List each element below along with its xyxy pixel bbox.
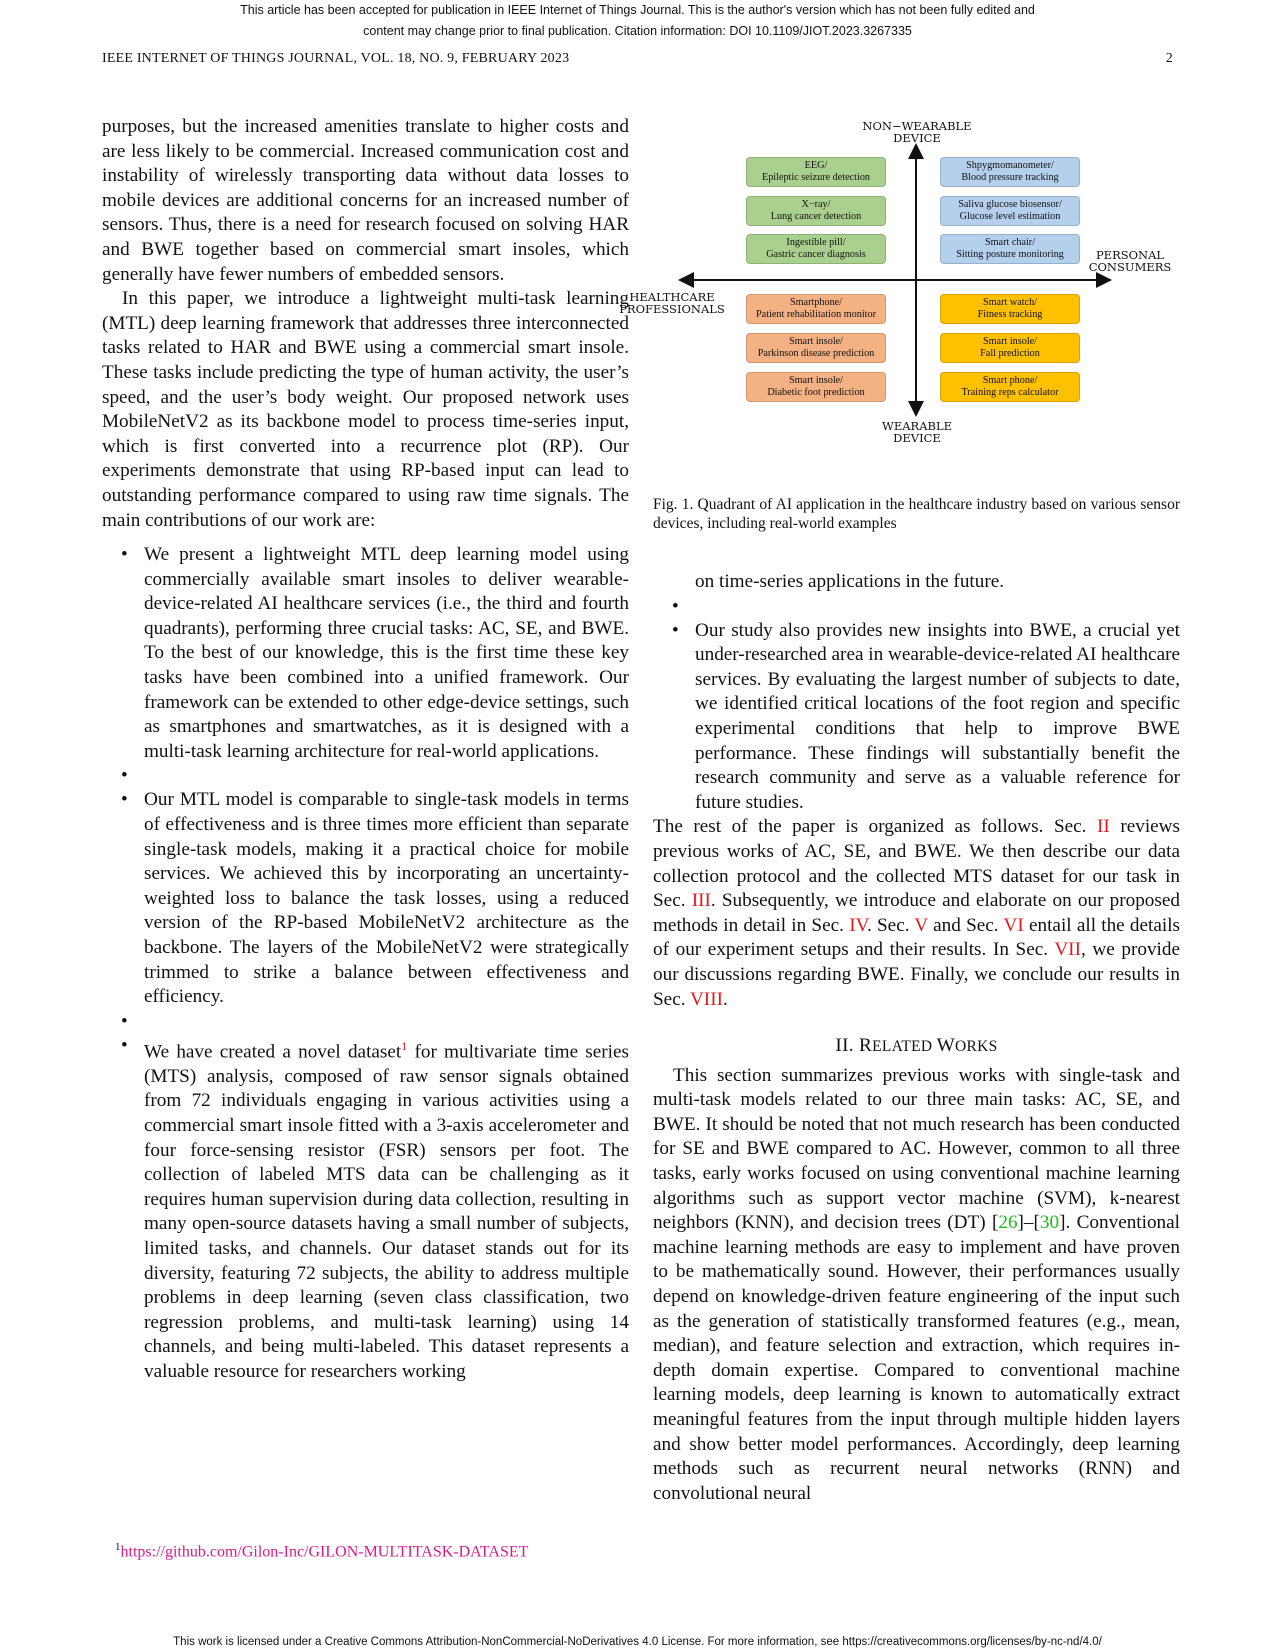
banner-line-2: content may change prior to final publication. Citation information: DOI 10.1109/JIOT.2023.3267335 [363,24,912,38]
paragraph-intro-end: purposes, but the increased amenities translate to higher costs and are less likely to be commercial. Increased communication cost and instability of wirelessly transporting data without data losses to mobile devices are additional concerns for an increased number of sensors. Thus, there is a need for research focused on solving HAR and BWE together based on commercial smart insoles, which generally have fewer numbers of embedded sensors. [102,116,629,285]
dataset-text: We have created a novel dataset [144,1041,402,1063]
axis-label-top: NON−WEARABLE DEVICE [862,119,972,145]
quadrant-box: Smart insole/ Fall prediction [940,333,1080,363]
paragraph-related-works: This section summarizes previous works with single-task and multi-task models related to our three main tasks: AC, SE, and BWE. It should be noted that not much research has been conducted for SE and BWE compared to AC. However, common to all three tasks, early works focused on using conventional machine learning algorithms such as support vector machine (SVM), k-nearest neighbors (KNN), and decision trees (DT) [26]–[30]. Conventional machine learning methods are easy to implement and have proven to be mathematically sound. However, their performances usually depend on knowledge-driven feature engineering of the input such as the generation of statistically transformed features (e.g., mean, median), and feature selection and extraction, which requires in-depth domain expertise. Compared to conventional machine learning models, deep learning is known to automatically extract meaningful features from the input through multiple hidden layers and show better model performances. Accordingly, deep learning methods such as recurrent neural networks (RNN) and convolutional neural [653,1064,1181,1504]
section-link[interactable]: IV [849,914,867,936]
section-link[interactable]: III [691,890,711,912]
citation-link[interactable]: 30 [1039,1212,1060,1234]
footnote [115,1541,528,1561]
axis-label-right: PERSONAL CONSUMERS [1088,248,1172,274]
paragraph-contributions: In this paper, we introduce a lightweight multi-task learning (MTL) deep learning framework that addresses three interconnected tasks related to HAR and BWE using a commercial smart insole. These tasks include predicting the type of human activity, the user’s speed, and the user’s body weight. Our proposed network uses MobileNetV2 as its backbone model to process time-series input, which is first converted into a recurrence plot (RP). Our experiments demonstrate that using RP-based input can lead to outstanding performance compared to using raw time signals. The main contributions of our work are: [102,288,629,531]
dataset-text-cont: for multivariate time series (MTS) analysis, composed of raw sensor signals obtained from 72 individuals engaging in various activities using a commercial smart insole fitted with a 3-axis accelerometer and four force-sensing resistor (FSR) sensors per foot. The collection of labeled MTS data can be challenging as it requires human supervision during data collection, resulting in many open-source datasets having a small number of subjects, limited tasks, and channels. Our dataset stands out for its diversity, featuring 72 subjects, the ability to address multiple problems in deep learning (seven class classification, two regression problems, and multi-task learning) using 14 channels, and being multi-labeled. This dataset represents a valuable resource for researchers working [144,1041,629,1382]
axis-label-bottom: WEARABLE DEVICE [882,419,952,445]
quadrant-box: Ingestible pill/ Gastric cancer diagnosis [746,234,886,264]
list-item: • Our MTL model is comparable to single-task models in terms of effectiveness and is three times more efficient than separate single-task models, making it a practical choice for mobile services. We achieved this by incorporating an uncertainty-weighted loss to balance the task losses, using a reduced version of the RP-based MobileNetV2 architecture as the backbone. The layers of the MobileNetV2 were strategically trimmed to strike a balance between effectiveness and efficiency. [102,788,629,1009]
quadrant-box: Shpygmomanometer/ Blood pressure tracking [940,157,1080,187]
footnote-mark: 1 [115,1541,121,1553]
page-number: 2 [1165,51,1173,66]
list-item [102,1034,629,1385]
axis-label-left: HEALTHCARE PROFESSIONALS [619,290,725,316]
contribution-list [102,543,629,1384]
figure-caption: Fig. 1. Quadrant of AI application in the healthcare industry based on various sensor devices, including real-world examples [653,496,1180,532]
list-item: • Our study also provides new insights into BWE, a crucial yet under-researched area in wearable-device-related AI healthcare services. By evaluating the largest number of subjects to date, we identified critical locations of the foot region and specific experimental conditions that help to improve BWE performance. These findings will substantially benefit the research community and serve as a valuable reference for future studies. [653,619,1180,816]
list-item: • We present a lightweight MTL deep learning model using commercially available smart insoles to deliver wearable-device-related AI healthcare services (i.e., the third and fourth quadrants), performing three crucial tasks: AC, SE, and BWE. To the best of our knowledge, this is the first time these key tasks have been combined into a unified framework. Our framework can be extended to other edge-device settings, such as smartphones and smartwatches, as it is designed with a multi-task learning architecture for real-world applications. [102,543,629,764]
footnote-ref[interactable]: 1 [401,1038,408,1053]
quadrant-box: Smart watch/ Fitness tracking [940,294,1080,324]
section-link[interactable]: VII [1054,939,1081,961]
list-item-continuation: on time-series applications in the future. [695,571,1005,592]
quadrant-box: Smart insole/ Diabetic foot prediction [746,372,886,402]
quadrant-box: Smart phone/ Training reps calculator [940,372,1080,402]
section-link[interactable]: II [1097,816,1110,838]
publication-banner [0,0,1275,42]
section-link[interactable]: VIII [689,988,723,1010]
quadrant-box: X−ray/ Lung cancer detection [746,196,886,226]
right-column [653,570,1180,1506]
quadrant-box: Saliva glucose biosensor/ Glucose level estimation [940,196,1080,226]
section-link[interactable]: V [914,914,928,936]
quadrant-box: EEG/ Epileptic seizure detection [746,157,886,187]
quadrant-box: Smartphone/ Patient rehabilitation monitor [746,294,886,324]
citation-link[interactable]: 26 [998,1212,1018,1234]
banner-line-1: This article has been accepted for publication in IEEE Internet of Things Journal. This is the author's version which has not been fully edited and [240,3,1035,17]
left-column [102,115,629,1384]
paragraph-organization: The rest of the paper is organized as follows. Sec. II reviews previous works of AC, SE, and BWE. We then describe our data collection protocol and the collected MTS dataset for our task in Sec. III. Subsequently, we introduce and elaborate on our proposed methods in detail in Sec. IV. Sec. V and Sec. VI entail all the details of our experiment setups and their results. In Sec. VII, we provide our discussions regarding BWE. Finally, we conclude our results in Sec. VIII. [653,816,1181,1010]
quadrant-box: Smart chair/ Sitting posture monitoring [940,234,1080,264]
section-heading: II. RELATED WORKS [835,1035,998,1057]
license-notice: This work is licensed under a Creative Commons Attribution-NonCommercial-NoDerivatives 4.0 License. For more information, see https://creativecommons.org/licenses/by-nc-nd/4.0/ [173,1636,1102,1648]
section-link[interactable]: VI [1003,914,1024,936]
journal-title: IEEE INTERNET OF THINGS JOURNAL, VOL. 18, NO. 9, FEBRUARY 2023 [102,51,570,66]
running-header [102,51,1173,67]
dataset-url-link[interactable]: https://github.com/Gilon-Inc/GILON-MULTITASK-DATASET [120,1543,529,1561]
contribution-list-cont [653,570,1180,815]
quadrant-figure [619,115,1180,477]
quadrant-box: Smart insole/ Parkinson disease prediction [746,333,886,363]
